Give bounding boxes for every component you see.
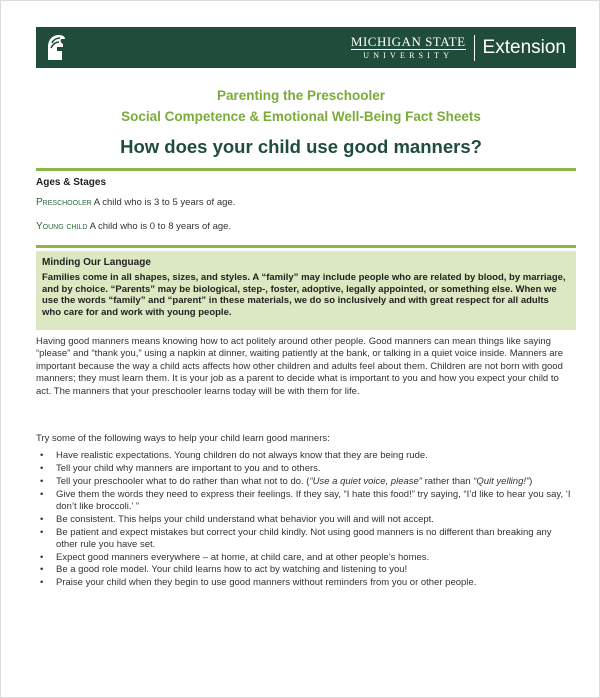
extension-wordmark: Extension (482, 36, 566, 58)
msu-wordmark (351, 35, 466, 61)
tip-text: Be consistent. This helps your child understand what behavior you will and will not accept. (56, 513, 434, 525)
list-item (36, 527, 571, 551)
young-child-definition (36, 221, 231, 232)
bullet: • (40, 513, 44, 525)
tip-text: Praise your child when they begin to use good manners without reminders from you or other people. (56, 577, 477, 589)
bullet: • (40, 564, 44, 576)
tip-example: “Quit yelling!” (473, 475, 530, 487)
msu-extension-header (36, 27, 576, 68)
list-item (36, 514, 571, 526)
young-child-definition-text: A child who is 0 to 8 years of age. (87, 221, 232, 232)
preschooler-term: Preschooler (36, 197, 92, 208)
tip-text: Tell your child why manners are important to you and to others. (56, 462, 321, 474)
section-divider (36, 168, 576, 171)
list-item (36, 463, 571, 475)
list-item (36, 476, 571, 488)
logo-divider (474, 35, 475, 61)
page-title: How does your child use good manners? (120, 136, 482, 157)
tips-list (36, 450, 571, 590)
tip-text: Have realistic expectations. Young children do not always know that they are being rude. (56, 450, 428, 461)
bullet: • (40, 488, 44, 500)
tip-example: “Use a quiet voice, please” (309, 475, 422, 487)
bullet: • (40, 475, 44, 487)
list-item (36, 450, 571, 462)
bullet: • (40, 526, 44, 538)
tip-text: Tell your preschooler what to do rather than what not to do. ( (56, 475, 310, 487)
minding-language-box (36, 251, 576, 330)
bullet: • (40, 462, 44, 474)
msu-wordmark-top: MICHIGAN STATE (350, 33, 466, 49)
series-title: Parenting the Preschooler (216, 88, 386, 103)
minding-language-text: Families come in all shapes, sizes, and styles. A “family” may include people who are related by blood, by marriage, and by choice. “Parents” may be biological, step-, foster, adoptive, legally appointed, or something else. When we use the words “family” and “parent” in these materials, we do so inclusively and with great respect for all adults who care for and work with young people. (42, 272, 566, 318)
list-item (36, 552, 571, 564)
tips-intro: Try some of the following ways to help your child learn good manners: (36, 433, 330, 444)
bullet: • (40, 577, 44, 589)
list-item (36, 489, 571, 513)
msu-wordmark-bottom: UNIVERSITY (363, 50, 454, 60)
body-paragraph: Having good manners means knowing how to act politely around other people. Good manners can mean things like saying “please” and “thank you,” using a napkin at dinner, waiting patiently at the bank, or talking in a quiet voice inside. Manners are important because the way a child acts affects how other children and adults feel about them. Children are not born with good manners; they must learn them. It is your job as a parent to decide what is important to you and how you expect your child to act. The manners that your preschooler learns today will be with them for life. (36, 336, 564, 397)
tip-text: Be a good role model. Your child learns how to act by watching and listening to you! (56, 564, 408, 576)
young-child-term: Young child (36, 221, 88, 232)
ages-stages-heading: Ages & Stages (36, 177, 107, 188)
series-subtitle: Social Competence & Emotional Well-Being Fact Sheets (121, 109, 481, 124)
bullet: • (40, 450, 44, 461)
tip-text: ) (529, 475, 533, 487)
tip-text: Be patient and expect mistakes but correct your child kindly. Not using good manners is no different than breaking any other rule you have set. (56, 526, 552, 550)
section-divider (36, 245, 576, 248)
bullet: • (40, 551, 44, 563)
minding-language-heading: Minding Our Language (42, 257, 151, 268)
preschooler-definition (36, 197, 235, 208)
preschooler-definition-text: A child who is 3 to 5 years of age. (91, 197, 236, 208)
tip-text: rather than (421, 475, 474, 487)
msu-extension-logo (351, 31, 566, 64)
tip-text: Give them the words they need to express their feelings. If they say, “I hate this food!” try saying, “I’d like to hear you say, ‘I don’t like broccoli.’ ” (56, 488, 571, 512)
tip-text: Expect good manners everywhere – at home, at child care, and at other people’s homes. (56, 551, 430, 563)
list-item (36, 577, 571, 589)
spartan-helmet-icon (44, 33, 66, 62)
list-item (36, 564, 571, 576)
